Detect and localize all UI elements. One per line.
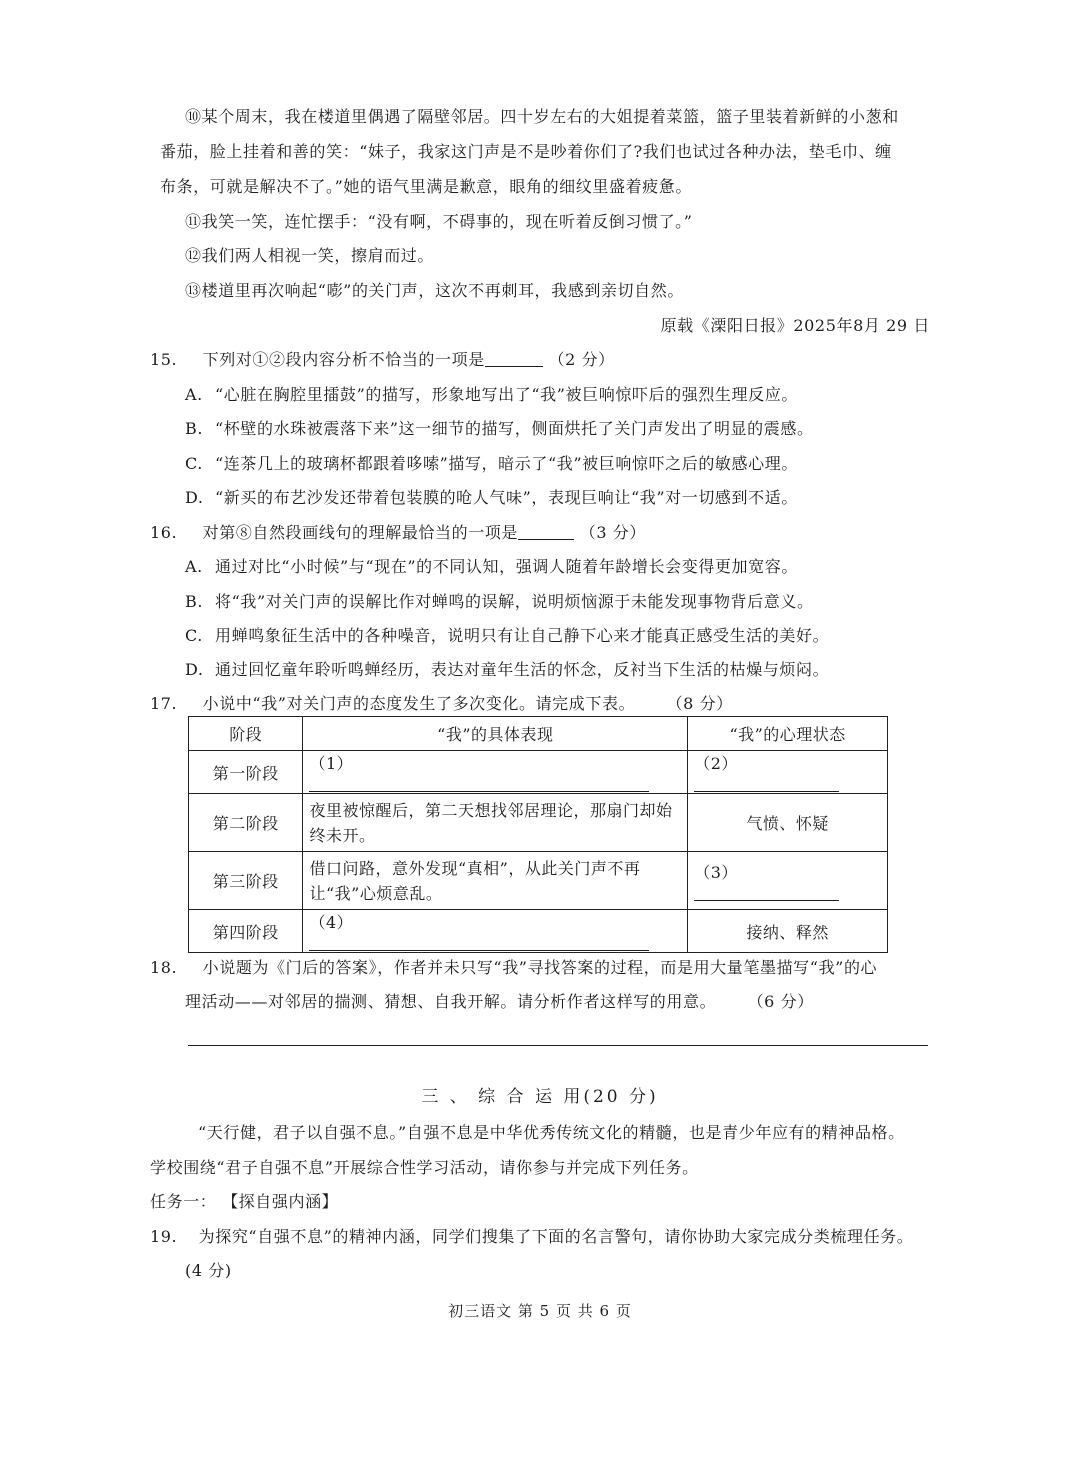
question-17 [150,693,733,715]
section-title: 三 、 综 合 运 用(20 分) [421,1087,659,1107]
q15-option-a-text: “心脏在胸腔里擂鼓”的描写，形象地写出了“我”被巨响惊吓后的强烈生理反应。 [215,385,798,404]
question-15-stem: 下列对①②段内容分析不恰当的一项是 [202,350,485,369]
question-17-number: 17. [150,694,178,713]
question-18-cont [185,991,814,1013]
table-row [189,751,888,794]
q15-option-a-label: A. [185,385,203,404]
q16-option-a-label: A. [185,557,203,576]
question-18 [150,957,877,979]
table-cell-behavior: 夜里被惊醒后，第二天想找邻居理论，那扇门却始终未开。 [303,794,688,852]
table-cell-stage: 第三阶段 [189,852,303,910]
passage-p11: ⑪我笑一笑，连忙摆手：“没有啊，不碍事的，现在听着反倒习惯了。” [185,212,693,231]
table-row [189,794,888,852]
passage-source: 原载《溧阳日报》2025年8月 29 日 [660,316,930,335]
question-15-number: 15. [150,350,178,369]
question-17-stem: 小说中“我”对关门声的态度发生了多次变化。请完成下表。 [202,694,636,713]
blank-4-label: （4） [309,913,354,932]
q16-option-c-label: C. [185,626,203,645]
question-16-score: （3 分） [579,523,646,542]
question-19-number: 19. [150,1227,178,1246]
q16-option-d-text: 通过回忆童年聆听鸣蝉经历，表达对童年生活的怀念，反衬当下生活的枯燥与烦闷。 [215,660,830,679]
table-header-behavior: “我”的具体表现 [303,717,688,751]
table-row [189,910,888,953]
q15-option-c-label: C. [185,454,203,473]
table-cell-stage: 第一阶段 [189,751,303,794]
question-16-number: 16. [150,523,178,542]
table-cell-mood: 气愤、怀疑 [688,794,888,852]
blank-1-line[interactable] [309,776,649,792]
table-cell-behavior: 借口问路，意外发现“真相”，从此关门声不再让“我”心烦意乱。 [303,852,688,910]
question-18-line2: 理活动——对邻居的揣测、猜想、自我开解。请分析作者这样写的用意。 [185,992,717,1011]
q16-option-d [185,659,829,681]
q16-option-b-text: 将“我”对关门声的误解比作对蝉鸣的误解，说明烦恼源于未能发现事物背后意义。 [215,592,814,611]
q16-option-a [185,556,798,578]
table-cell-stage: 第二阶段 [189,794,303,852]
blank-1-label: （1） [309,754,354,773]
passage-p10-line3: 布条，可就是解决不了。”她的语气里满是歉意，眼角的细纹里盛着疲惫。 [160,177,692,196]
q15-option-b [185,418,814,440]
section-intro-line2: 学校围绕“君子自强不息”开展综合性学习活动，请你参与并完成下列任务。 [150,1158,699,1177]
table-header-row [189,717,888,751]
passage-p10-line2: 番茄，脸上挂着和善的笑：“妹子，我家这门声是不是吵着你们了?我们也试过各种办法，垫毛巾、缠 [160,142,892,161]
q15-option-d [185,487,798,509]
q16-option-d-label: D. [185,660,204,679]
q15-option-a [185,384,798,406]
question-19-line1: 为探究“自强不息”的精神内涵，同学们搜集了下面的名言警句，请你协助大家完成分类梳理任务。 [198,1227,914,1246]
table-cell-mood[interactable] [688,852,888,910]
blank-2-label: （2） [694,754,738,773]
stage-table [188,716,888,953]
question-18-number: 18. [150,958,178,977]
blank-3-line[interactable] [694,885,839,901]
blank-2-line[interactable] [694,776,839,792]
table-cell-mood[interactable] [688,751,888,794]
question-16 [150,522,646,544]
question-19 [150,1226,913,1248]
page-footer: 初三语文 第 5 页 共 6 页 [448,1302,632,1320]
table-cell-stage: 第四阶段 [189,910,303,953]
q16-option-b [185,591,814,613]
question-15 [150,349,615,371]
table-header-mood: “我”的心理状态 [688,717,888,751]
q16-option-c-text: 用蝉鸣象征生活中的各种噪音，说明只有让自己静下心来才能真正感受生活的美好。 [215,626,830,645]
question-18-score: （6 分） [747,992,814,1011]
table-cell-mood: 接纳、释然 [688,910,888,953]
question-15-score: （2 分） [548,350,615,369]
table-row [189,852,888,910]
table-cell-behavior[interactable] [303,751,688,794]
q15-option-c-text: “连茶几上的玻璃杯都跟着哆嗦”描写，暗示了“我”被巨响惊吓之后的敏感心理。 [215,454,798,473]
table-cell-behavior[interactable] [303,910,688,953]
q15-option-d-text: “新买的布艺沙发还带着包装膜的呛人气味”，表现巨响让“我”对一切感到不适。 [215,488,798,507]
section-intro-line1: “天行健，君子以自强不息。”自强不息是中华优秀传统文化的精髓，也是青少年应有的精神品格。 [198,1123,905,1142]
answer-line[interactable] [188,1045,928,1046]
blank-4-line[interactable] [309,935,649,951]
table-header-stage: 阶段 [189,717,303,751]
q15-option-b-label: B. [185,419,204,438]
q15-option-b-text: “杯壁的水珠被震落下来”这一细节的描写，侧面烘托了关门声发出了明显的震感。 [215,419,814,438]
passage-p10-line1: ⑩某个周末，我在楼道里偶遇了隔壁邻居。四十岁左右的大姐提着菜篮，篮子里装着新鲜的小葱和 [185,107,899,126]
question-15-answer-blank[interactable] [485,350,543,367]
question-16-answer-blank[interactable] [518,523,574,540]
q15-option-d-label: D. [185,488,204,507]
question-17-score: （8 分） [666,694,733,713]
q16-option-c [185,625,829,647]
blank-3-label: （3） [694,862,738,882]
q15-option-c [185,453,798,475]
question-18-line1: 小说题为《门后的答案》，作者并未只写“我”寻找答案的过程，而是用大量笔墨描写“我”的心 [202,958,878,977]
question-19-score: (4 分) [185,1261,232,1280]
task-one-heading: 任务一： 【探自强内涵】 [150,1192,339,1211]
q16-option-b-label: B. [185,592,204,611]
passage-p13: ⑬楼道里再次响起“嘭”的关门声，这次不再刺耳，我感到亲切自然。 [185,281,684,300]
q16-option-a-text: 通过对比“小时候”与“现在”的不同认知，强调人随着年龄增长会变得更加宽容。 [215,557,798,576]
question-16-stem: 对第⑧自然段画线句的理解最恰当的一项是 [202,523,519,542]
passage-p12: ⑫我们两人相视一笑，擦肩而过。 [185,246,435,265]
